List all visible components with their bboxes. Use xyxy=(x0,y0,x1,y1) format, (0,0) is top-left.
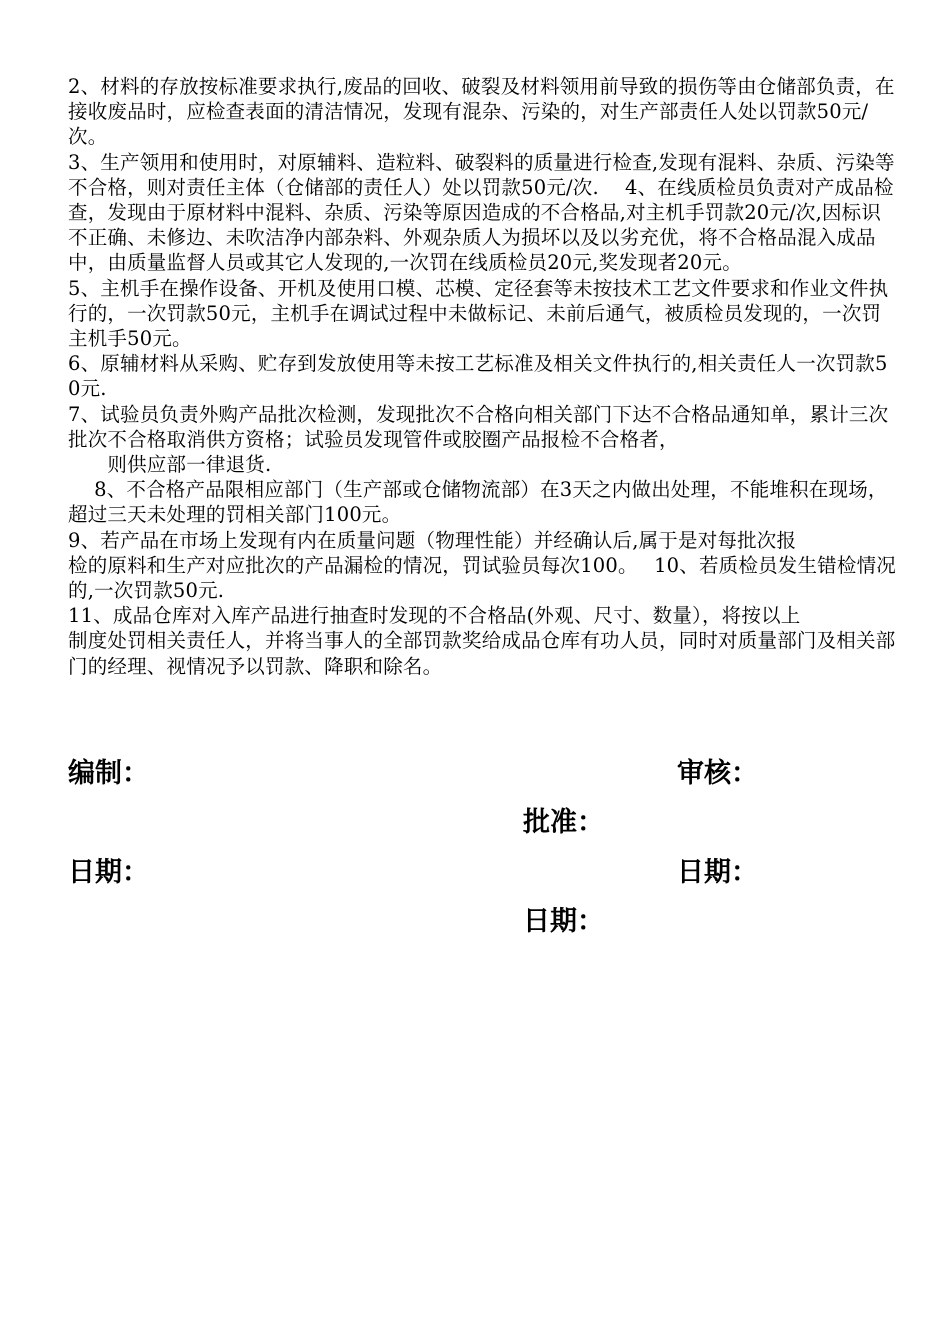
clause-3-4: 3、生产领用和使用时，对原辅料、造粒料、破裂料的质量进行检查,发现有混料、杂质、污染等不合格，则对责任主体（仓储部的责任人）处以罚款50元/次. 4、在线质检员负责对产成品检查，发现由于原材料中混料、杂质、污染等原因造成的不合格品,对主机手罚款20元/次,因标识不正确、未修边、未吹洁净内部杂料、外观杂质人为损坏以及以劣充优，将不合格品混入成品中，由质量监督人员或其它人发现的,一次罚在线质检员20元,奖发现者20元。 xyxy=(68,150,895,275)
clause-5: 5、主机手在操作设备、开机及使用口模、芯模、定径套等未按技术工艺文件要求和作业文件执行的，一次罚款50元，主机手在调试过程中未做标记、未前后通气，被质检员发现的，一次罚主机手50元。 xyxy=(68,276,889,351)
approved-by-label: 批准： xyxy=(523,807,604,838)
clause-6: 6、原辅材料从采购、贮存到发放使用等未按工艺标准及相关文件执行的,相关责任人一次罚款50元. xyxy=(68,352,888,401)
reviewed-date-label: 日期： xyxy=(677,857,758,888)
clause-11: 11、成品仓库对入库产品进行抽查时发现的不合格品(外观、尺寸、数量），将按以上 制度处罚相关责任人，并将当事人的全部罚款奖给成品仓库有功人员，同时对质量部门及相关部门的经理、视情况予以罚款、降职和除名。 xyxy=(68,604,896,678)
clause-9-10: 9、若产品在市场上发现有内在质量问题（物理性能）并经确认后,属于是对每批次报 检的原料和生产对应批次的产品漏检的情况，罚试验员每次100。 10、若质检员发生错检情况的,一次罚款50元. xyxy=(68,528,896,603)
document-body xyxy=(68,74,898,679)
clause-2: 2、材料的存放按标准要求执行,废品的回收、破裂及材料领用前导致的损伤等由仓储部负责，在接收废品时，应检查表面的清洁情况，发现有混杂、污染的，对生产部责任人处以罚款50元/次。 xyxy=(68,75,895,149)
clause-8: 8、不合格产品限相应部门（生产部或仓储物流部）在3天之内做出处理，不能堆积在现场，超过三天未处理的罚相关部门100元。 xyxy=(68,478,888,527)
clause-7: 7、试验员负责外购产品批次检测，发现批次不合格向相关部门下达不合格品通知单，累计三次批次不合格取消供方资格；试验员发现管件或胶圈产品报检不合格者， 则供应部一律退货. xyxy=(68,402,889,477)
reviewed-by-label: 审核： xyxy=(677,758,758,789)
prepared-date-label: 日期： xyxy=(68,857,149,888)
prepared-by-label: 编制： xyxy=(68,758,149,789)
approved-date-label: 日期： xyxy=(523,906,604,937)
